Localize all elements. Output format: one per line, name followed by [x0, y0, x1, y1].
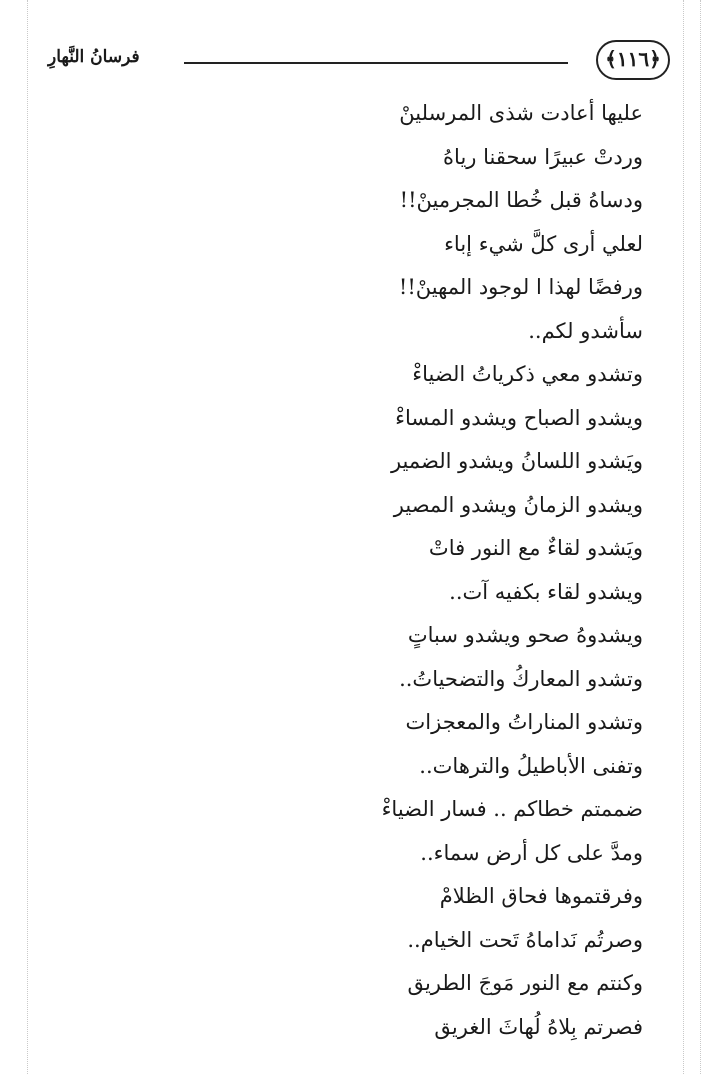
poem-line: وتفنى الأباطيلُ والترهات..: [419, 753, 643, 778]
poem-line: ويشدو الزمانُ ويشدو المصير: [393, 492, 643, 517]
poem-line: وتشدو معي ذكرياتُ الضياءْ: [412, 362, 643, 386]
poem-line: فصرتم بِلاهُ لُهاثَ الغريق: [434, 1014, 643, 1039]
running-header: [40, 40, 670, 84]
book-title: فرسانُ النَّهارِ: [48, 47, 140, 67]
scan-guide-right-outer: [700, 0, 701, 1074]
poem-body: [263, 92, 643, 1049]
poem-line: ضممتم خطاكم .. فسار الضياءْ: [381, 797, 643, 821]
poem-line: ويَشدو لقاءٌ مع النور فاتْ: [428, 536, 643, 560]
poem-line: وردتْ عبيرًا سحقنا رياهُ: [443, 144, 643, 169]
poem-line: سأشدو لكم..: [528, 318, 643, 343]
scan-guide-left: [27, 0, 28, 1074]
poem-line: عليها أعادت شذى المرسلينْ: [399, 101, 643, 125]
poem-line: ويشدو الصباح ويشدو المساءْ: [395, 405, 643, 430]
poem-line: وفرقتموها فحاق الظلامْ: [439, 884, 643, 908]
page-number: ﴿١١٦﴾: [596, 40, 670, 80]
poem-line: وكنتم مع النور مَوجَ الطريق: [407, 971, 643, 995]
scan-guide-right-inner: [683, 0, 684, 1074]
poem-line: ودساهُ قبل خُطا المجرمينْ!!: [399, 188, 643, 212]
poem-line: وتشدو المعاركُ والتضحياتُ..: [399, 666, 643, 691]
poem-line: لعلي أرى كلَّ شيء إباء: [444, 231, 643, 256]
header-rule: [184, 62, 568, 64]
poem-line: ويَشدو اللسانُ ويشدو الضمير: [390, 449, 643, 473]
poem-line: ورفضًا لهذا ا لوجود المهينْ!!: [398, 275, 643, 299]
poem-line: ويشدو لقاء بكفيه آت..: [449, 579, 643, 604]
poem-line: وتشدو المناراتُ والمعجزات: [405, 710, 643, 734]
poem-line: وصرتُم نَداماهُ تَحت الخيام..: [407, 927, 643, 952]
poem-line: ومدَّ على كل أرض سماء..: [420, 840, 643, 865]
poem-line: ويشدوهُ صحو ويشدو سباتٍ: [407, 623, 643, 647]
